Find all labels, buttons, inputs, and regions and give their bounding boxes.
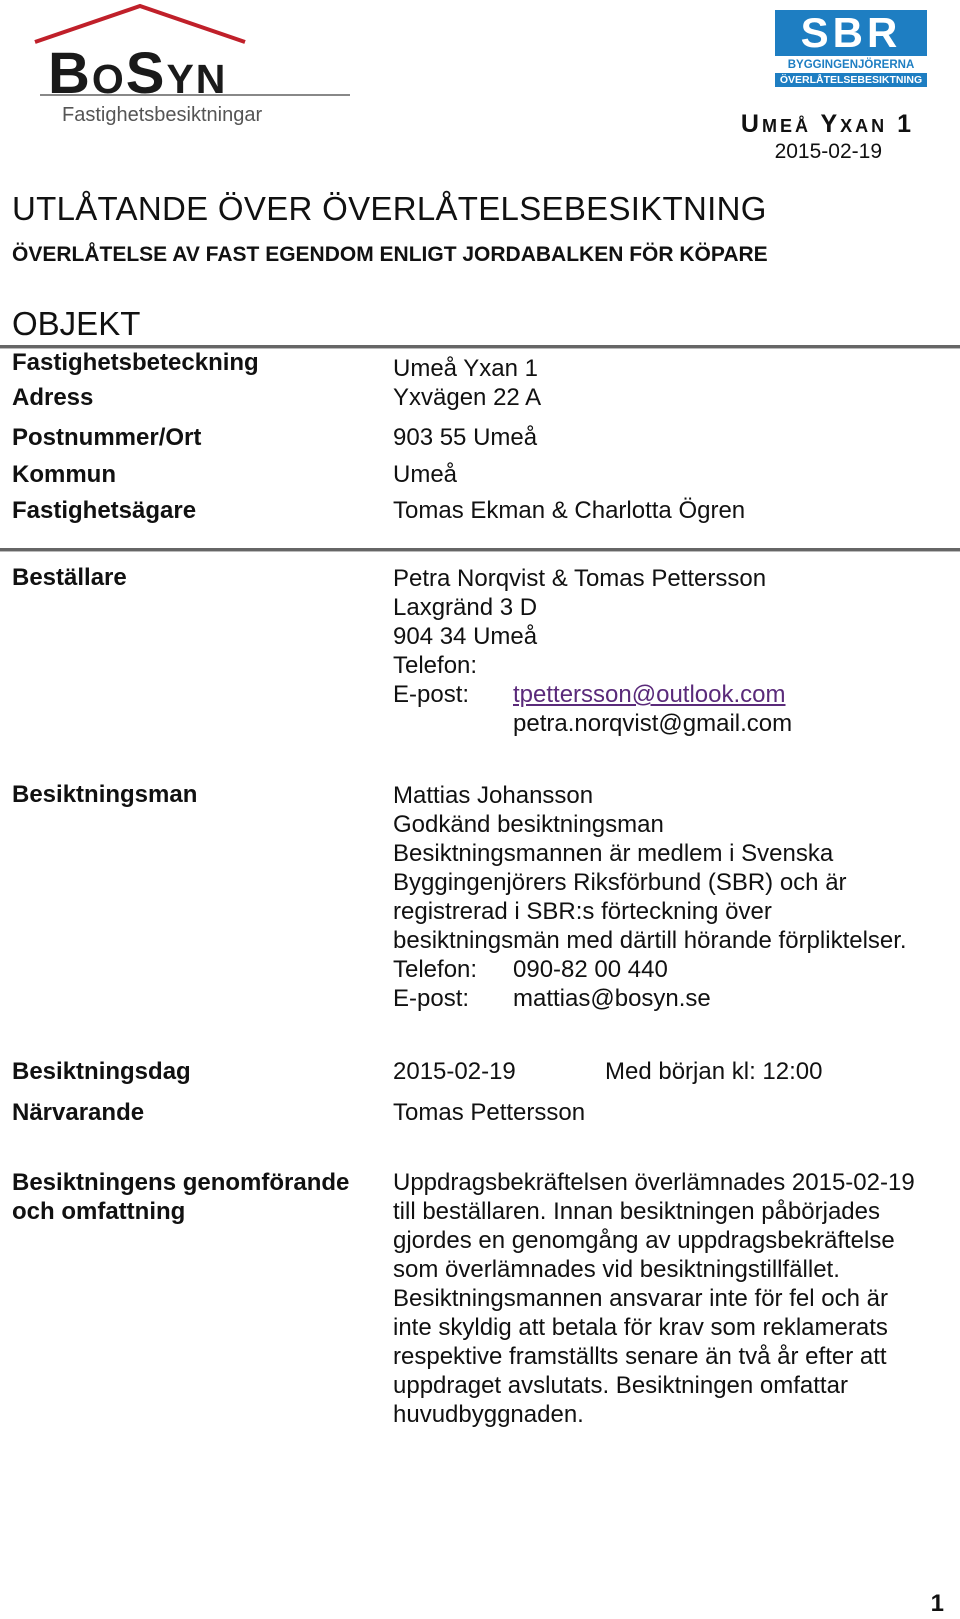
- sbr-letters: SBR: [775, 10, 927, 56]
- label-fastighetsagare: Fastighetsägare: [12, 497, 197, 524]
- label-besiktningsdag: Besiktningsdag: [12, 1058, 191, 1085]
- label-kommun: Kommun: [12, 461, 116, 488]
- genomforande-line: som överlämnades vid besiktningstillfället.: [393, 1256, 840, 1283]
- label-genomforande: [12, 1168, 349, 1226]
- genomforande-label-line2: och omfattning: [12, 1198, 186, 1225]
- besiktningsman-line: Godkänd besiktningsman: [393, 811, 664, 838]
- section-objekt-heading: OBJEKT: [12, 305, 141, 342]
- genomforande-label-line1: Besiktningens genomförande: [12, 1169, 350, 1196]
- property-name: Umeå Yxan 1: [740, 110, 914, 138]
- label-besiktningsman: Besiktningsman: [12, 781, 198, 808]
- besiktningsman-phone: 090-82 00 440: [513, 956, 668, 983]
- besiktningsman-line: registrerad i SBR:s förteckning över: [393, 898, 772, 925]
- label-bestallare: Beställare: [12, 564, 127, 591]
- besiktningsman-block: [393, 781, 907, 1013]
- bestallare-block: [393, 564, 792, 738]
- besiktningsman-email: mattias@bosyn.se: [513, 985, 711, 1012]
- bestallare-city: 904 34 Umeå: [393, 623, 538, 650]
- genomforande-line: Uppdragsbekräftelsen överlämnades 2015-02-19: [393, 1169, 915, 1196]
- bestallare-phone-label: Telefon:: [393, 652, 478, 679]
- bosyn-logo-text: BoSyn: [48, 41, 228, 106]
- genomforande-line: uppdraget avslutats. Besiktningen omfattar: [393, 1372, 848, 1399]
- genomforande-line: gjordes en genomgång av uppdragsbekräftelse: [393, 1227, 895, 1254]
- bestallare-name: Petra Norqvist & Tomas Pettersson: [393, 565, 767, 592]
- besiktningsdag-date: 2015-02-19: [393, 1058, 516, 1085]
- besiktningsdag-start: Med början kl: 12:00: [605, 1058, 823, 1085]
- genomforande-line: Besiktningsmannen ansvarar inte för fel och är: [393, 1285, 888, 1312]
- label-narvarande: Närvarande: [12, 1099, 145, 1126]
- sbr-line2: ÖVERLÅTELSEBESIKTNING: [775, 73, 927, 87]
- besiktningsman-line: Mattias Johansson: [393, 782, 594, 809]
- label-postnummer: Postnummer/Ort: [12, 424, 202, 451]
- document-subtitle: ÖVERLÅTELSE AV FAST EGENDOM ENLIGT JORDABALKEN FÖR KÖPARE: [12, 243, 768, 266]
- besiktningsman-email-label: E-post:: [393, 985, 470, 1012]
- genomforande-line: till beställaren. Innan besiktningen påbörjades: [393, 1198, 880, 1225]
- sbr-line1: BYGGINGENJÖRERNA: [787, 59, 915, 71]
- sbr-logo: [775, 10, 927, 87]
- bosyn-logo: [30, 0, 360, 140]
- value-fastighetsbeteckning: Umeå Yxan 1: [393, 355, 538, 382]
- genomforande-line: respektive framställts senare än två år efter att: [393, 1343, 887, 1370]
- bestallare-email2: petra.norqvist@gmail.com: [513, 710, 793, 737]
- document-title: UTLÅTANDE ÖVER ÖVERLÅTELSEBESIKTNING: [12, 190, 767, 227]
- genomforande-line: huvudbyggnaden.: [393, 1401, 584, 1428]
- narvarande-value: Tomas Pettersson: [393, 1099, 586, 1126]
- besiktningsman-line: besiktningsmän med därtill hörande förpliktelser.: [393, 927, 907, 954]
- header-date: 2015-02-19: [774, 140, 882, 163]
- besiktningsman-line: Besiktningsmannen är medlem i Svenska: [393, 840, 834, 867]
- bestallare-email-link[interactable]: tpettersson@outlook.com: [513, 681, 786, 708]
- genomforande-block: [393, 1168, 915, 1429]
- bestallare-email-label: E-post:: [393, 681, 470, 708]
- besiktningsman-line: Byggingenjörers Riksförbund (SBR) och är: [393, 869, 847, 896]
- bestallare-street: Laxgränd 3 D: [393, 594, 538, 621]
- value-postnummer: 903 55 Umeå: [393, 424, 538, 451]
- label-adress: Adress: [12, 384, 94, 411]
- label-fastighetsbeteckning: Fastighetsbeteckning: [12, 349, 259, 376]
- page-number: 1: [930, 1590, 944, 1617]
- divider-mid: [0, 548, 960, 552]
- bosyn-tagline: Fastighetsbesiktningar: [62, 104, 263, 126]
- value-adress: Yxvägen 22 A: [393, 384, 542, 411]
- besiktningsman-phone-label: Telefon:: [393, 956, 478, 983]
- value-fastighetsagare: Tomas Ekman & Charlotta Ögren: [393, 497, 746, 524]
- value-kommun: Umeå: [393, 461, 458, 488]
- genomforande-line: inte skyldig att betala för krav som reklamerats: [393, 1314, 888, 1341]
